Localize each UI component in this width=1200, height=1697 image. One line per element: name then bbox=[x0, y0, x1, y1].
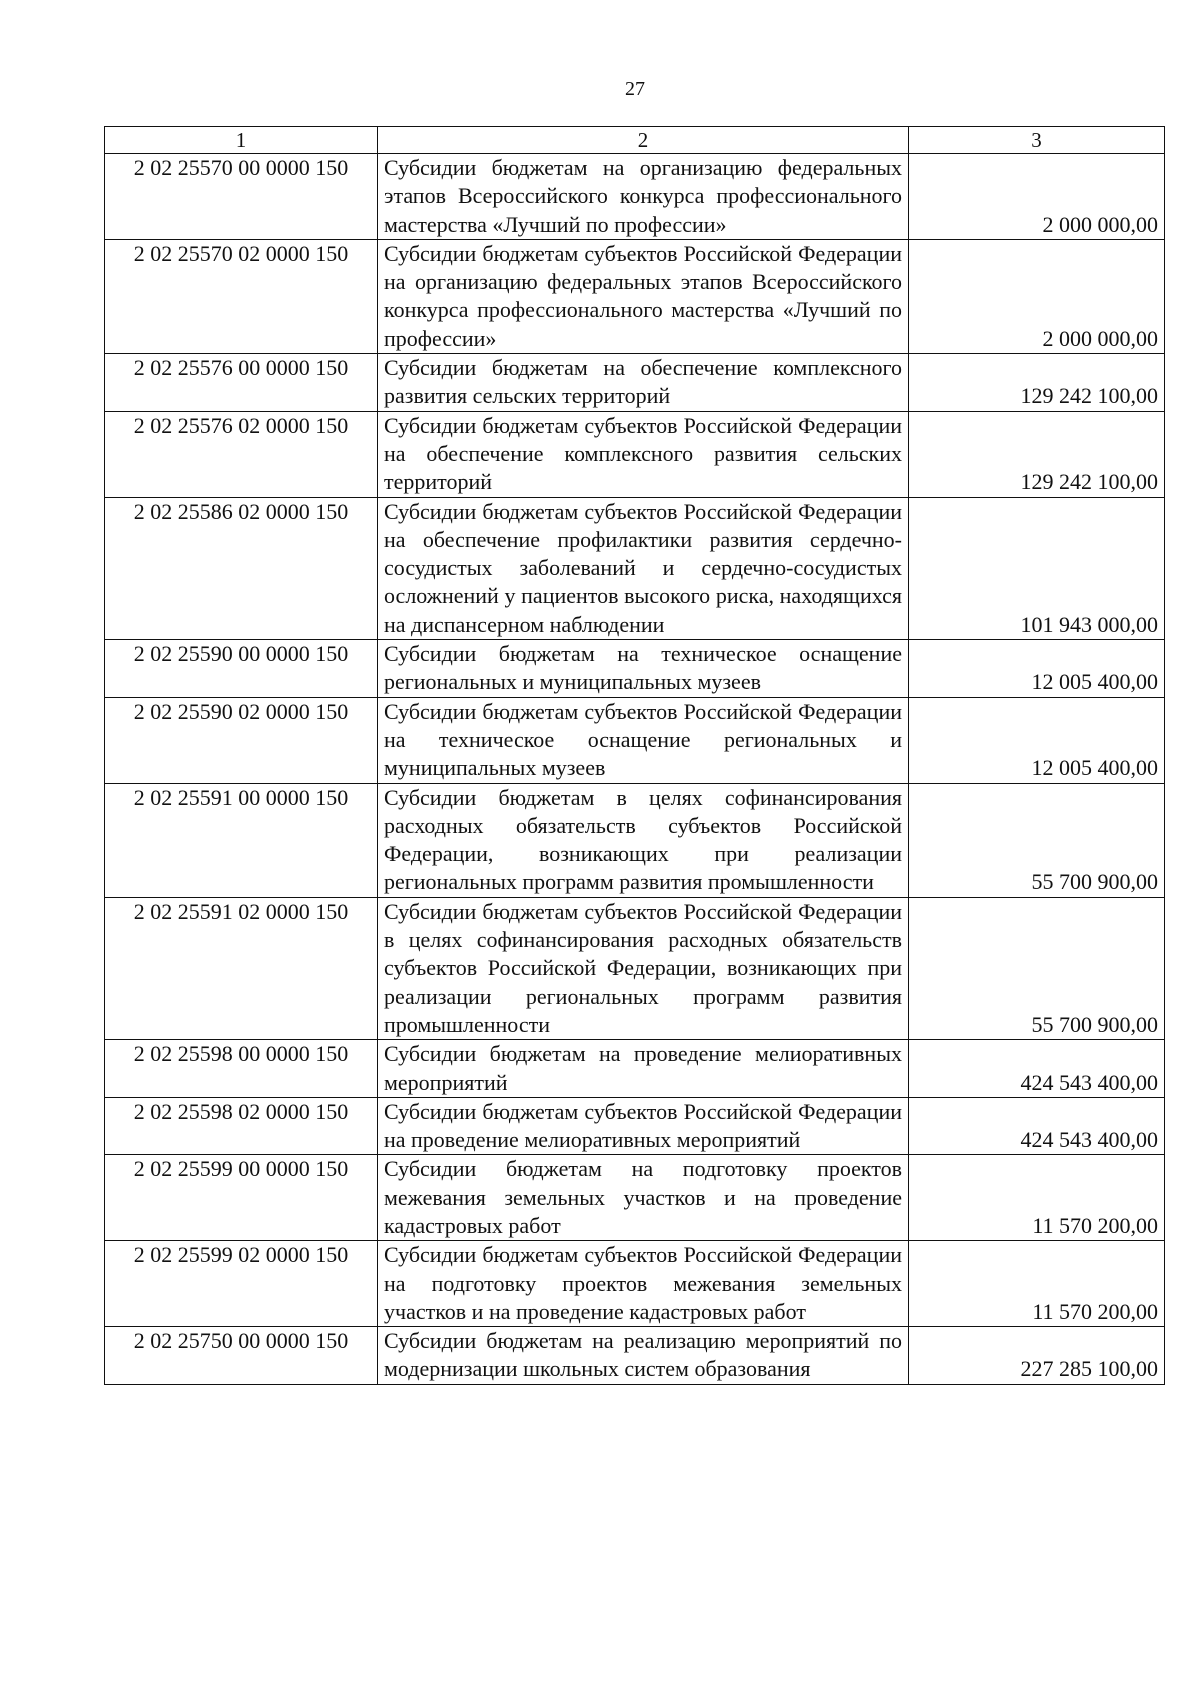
budget-table bbox=[104, 126, 1165, 1385]
row-amount: 12 005 400,00 bbox=[909, 640, 1165, 698]
table-row bbox=[105, 354, 1165, 412]
row-description: Субсидии бюджетам субъектов Российской Федерации на обеспечение комплексного развития сельских территорий bbox=[378, 411, 909, 497]
table-row bbox=[105, 1327, 1165, 1385]
budget-code: 2 02 25586 02 0000 150 bbox=[105, 497, 378, 639]
column-header-amount: 3 bbox=[909, 127, 1165, 154]
table-row bbox=[105, 783, 1165, 897]
column-header-description: 2 bbox=[378, 127, 909, 154]
budget-code: 2 02 25590 00 0000 150 bbox=[105, 640, 378, 698]
row-description: Субсидии бюджетам на реализацию мероприятий по модернизации школьных систем образования bbox=[378, 1327, 909, 1385]
table-row bbox=[105, 897, 1165, 1039]
budget-code: 2 02 25570 02 0000 150 bbox=[105, 239, 378, 353]
table-row bbox=[105, 239, 1165, 353]
table-row bbox=[105, 1241, 1165, 1327]
row-amount: 2 000 000,00 bbox=[909, 239, 1165, 353]
row-amount: 11 570 200,00 bbox=[909, 1241, 1165, 1327]
row-description: Субсидии бюджетам на организацию федеральных этапов Всероссийского конкурса профессионального мастерства «Лучший по профессии» bbox=[378, 154, 909, 240]
row-description: Субсидии бюджетам субъектов Российской Федерации в целях софинансирования расходных обязательств субъектов Российской Федерации, возникающих при реализации региональных программ развития промышленности bbox=[378, 897, 909, 1039]
column-header-code: 1 bbox=[105, 127, 378, 154]
table-row bbox=[105, 154, 1165, 240]
row-amount: 101 943 000,00 bbox=[909, 497, 1165, 639]
row-amount: 55 700 900,00 bbox=[909, 897, 1165, 1039]
budget-code: 2 02 25576 00 0000 150 bbox=[105, 354, 378, 412]
row-amount: 12 005 400,00 bbox=[909, 697, 1165, 783]
row-amount: 2 000 000,00 bbox=[909, 154, 1165, 240]
table-row bbox=[105, 697, 1165, 783]
budget-code: 2 02 25598 02 0000 150 bbox=[105, 1097, 378, 1155]
row-description: Субсидии бюджетам на обеспечение комплексного развития сельских территорий bbox=[378, 354, 909, 412]
budget-code: 2 02 25598 00 0000 150 bbox=[105, 1040, 378, 1098]
budget-code: 2 02 25570 00 0000 150 bbox=[105, 154, 378, 240]
row-amount: 424 543 400,00 bbox=[909, 1040, 1165, 1098]
row-description: Субсидии бюджетам на техническое оснащение региональных и муниципальных музеев bbox=[378, 640, 909, 698]
budget-code: 2 02 25750 00 0000 150 bbox=[105, 1327, 378, 1385]
table-row bbox=[105, 497, 1165, 639]
budget-code: 2 02 25599 00 0000 150 bbox=[105, 1155, 378, 1241]
budget-code: 2 02 25599 02 0000 150 bbox=[105, 1241, 378, 1327]
row-amount: 55 700 900,00 bbox=[909, 783, 1165, 897]
row-amount: 227 285 100,00 bbox=[909, 1327, 1165, 1385]
page-number: 27 bbox=[625, 78, 645, 100]
row-amount: 424 543 400,00 bbox=[909, 1097, 1165, 1155]
row-amount: 129 242 100,00 bbox=[909, 411, 1165, 497]
row-description: Субсидии бюджетам в целях софинансирования расходных обязательств субъектов Российской Федерации, возникающих при реализации региональных программ развития промышленности bbox=[378, 783, 909, 897]
row-description: Субсидии бюджетам на подготовку проектов межевания земельных участков и на проведение кадастровых работ bbox=[378, 1155, 909, 1241]
row-description: Субсидии бюджетам субъектов Российской Федерации на проведение мелиоративных мероприятий bbox=[378, 1097, 909, 1155]
table-row bbox=[105, 1040, 1165, 1098]
row-amount: 11 570 200,00 bbox=[909, 1155, 1165, 1241]
row-description: Субсидии бюджетам субъектов Российской Федерации на техническое оснащение региональных и муниципальных музеев bbox=[378, 697, 909, 783]
budget-code: 2 02 25576 02 0000 150 bbox=[105, 411, 378, 497]
header-row bbox=[105, 127, 1165, 154]
budget-code: 2 02 25591 02 0000 150 bbox=[105, 897, 378, 1039]
table-row bbox=[105, 411, 1165, 497]
table-row bbox=[105, 1155, 1165, 1241]
row-amount: 129 242 100,00 bbox=[909, 354, 1165, 412]
table-row bbox=[105, 640, 1165, 698]
row-description: Субсидии бюджетам субъектов Российской Федерации на организацию федеральных этапов Всероссийского конкурса профессионального мастерства «Лучший по профессии» bbox=[378, 239, 909, 353]
budget-code: 2 02 25591 00 0000 150 bbox=[105, 783, 378, 897]
budget-code: 2 02 25590 02 0000 150 bbox=[105, 697, 378, 783]
table-row bbox=[105, 1097, 1165, 1155]
row-description: Субсидии бюджетам субъектов Российской Федерации на подготовку проектов межевания земельных участков и на проведение кадастровых работ bbox=[378, 1241, 909, 1327]
row-description: Субсидии бюджетам субъектов Российской Федерации на обеспечение профилактики развития сердечно-сосудистых заболеваний и сердечно-сосудистых осложнений у пациентов высокого риска, находящихся на диспансерном наблюдении bbox=[378, 497, 909, 639]
row-description: Субсидии бюджетам на проведение мелиоративных мероприятий bbox=[378, 1040, 909, 1098]
